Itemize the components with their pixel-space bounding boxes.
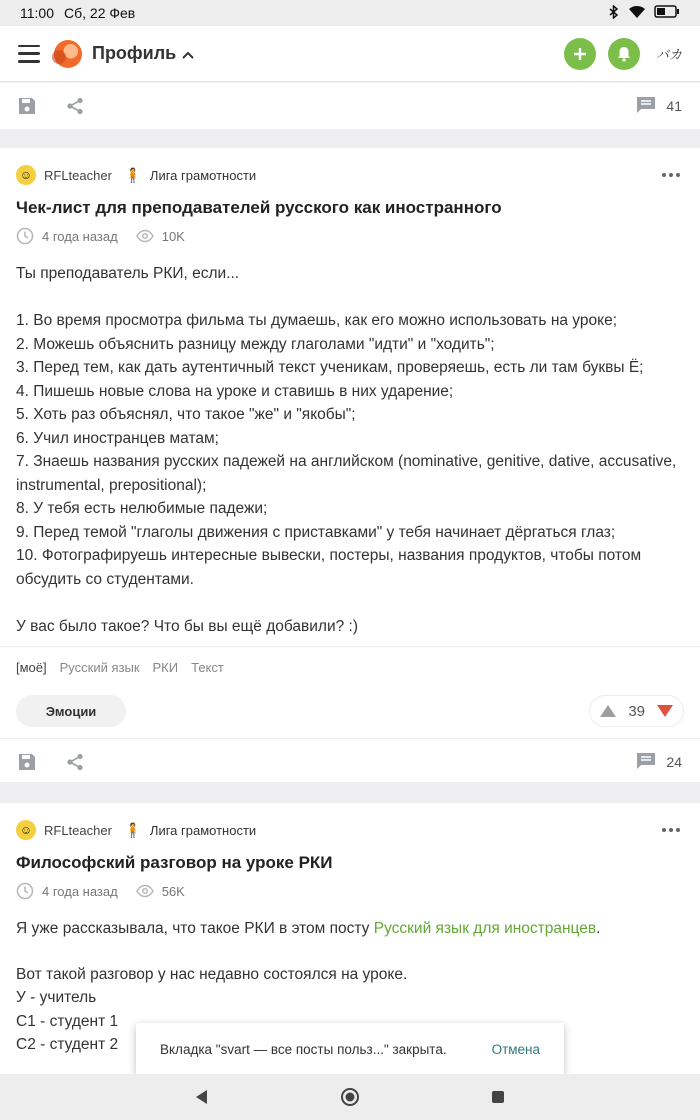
rating-control bbox=[589, 695, 684, 727]
tag[interactable]: Текст bbox=[191, 660, 224, 675]
back-icon[interactable] bbox=[194, 1089, 210, 1105]
plus-icon[interactable] bbox=[564, 38, 596, 70]
upvote-icon[interactable] bbox=[600, 705, 616, 717]
menu-icon[interactable] bbox=[18, 45, 40, 63]
post-body-intro: Я уже рассказывала, что такое РКИ в этом посту bbox=[16, 920, 374, 937]
tag[interactable]: РКИ bbox=[152, 660, 179, 675]
author-name[interactable]: RFLteacher bbox=[44, 822, 112, 838]
tag[interactable]: Русский язык bbox=[59, 660, 140, 675]
clock-icon bbox=[16, 882, 34, 900]
post-card bbox=[0, 148, 700, 782]
comments-count: 24 bbox=[666, 754, 682, 770]
author-avatar[interactable]: ☺ bbox=[16, 820, 36, 840]
post-body bbox=[0, 917, 700, 941]
post-views: 56K bbox=[161, 883, 185, 899]
status-date: Сб, 22 Фев bbox=[64, 5, 136, 21]
share-icon[interactable] bbox=[66, 97, 84, 115]
snackbar bbox=[136, 1023, 564, 1075]
post-body-rest: Вот такой разговор у нас недавно состоялся на уроке. У - учитель С1 - студент 1 С2 - студент 2 bbox=[16, 965, 408, 1053]
post-title[interactable]: Философский разговор на уроке РКИ bbox=[16, 853, 333, 872]
post-title[interactable]: Чек-лист для преподавателей русского как иностранного bbox=[16, 198, 502, 217]
rating-value: 39 bbox=[628, 702, 645, 720]
community-avatar[interactable]: 🧍 bbox=[124, 821, 142, 838]
author-name[interactable]: RFLteacher bbox=[44, 167, 112, 183]
downvote-icon[interactable] bbox=[657, 705, 673, 717]
eye-icon bbox=[136, 229, 154, 243]
profile-dropdown[interactable] bbox=[92, 43, 194, 64]
recents-icon[interactable] bbox=[490, 1089, 506, 1105]
status-time: 11:00 bbox=[20, 5, 54, 21]
save-icon[interactable] bbox=[18, 753, 36, 771]
comment-icon bbox=[636, 752, 656, 773]
username[interactable]: バカ bbox=[655, 47, 682, 62]
snackbar-message: Вкладка "svart — все посты польз..." закрыта. bbox=[160, 1041, 447, 1057]
more-options-icon[interactable] bbox=[658, 824, 684, 836]
save-icon[interactable] bbox=[18, 97, 36, 115]
page-title: Профиль bbox=[92, 43, 177, 63]
status-bar bbox=[0, 0, 700, 26]
undo-button[interactable]: Отмена bbox=[491, 1041, 540, 1057]
post-link[interactable]: Русский язык для иностранцев bbox=[373, 920, 597, 937]
bluetooth-icon bbox=[608, 5, 620, 22]
community-avatar[interactable]: 🧍 bbox=[124, 166, 142, 183]
post-body-punct: . bbox=[596, 920, 601, 937]
post-views: 10K bbox=[161, 228, 185, 244]
wifi-icon bbox=[628, 5, 646, 22]
share-icon[interactable] bbox=[66, 753, 84, 771]
community-name[interactable]: Лига грамотности bbox=[149, 822, 257, 838]
community-name[interactable]: Лига грамотности bbox=[149, 167, 257, 183]
more-options-icon[interactable] bbox=[658, 169, 684, 181]
comments-count: 41 bbox=[666, 98, 682, 114]
post-tags bbox=[0, 660, 700, 675]
comments-button[interactable] bbox=[636, 96, 682, 117]
post-body: Ты преподаватель РКИ, если... 1. Во время просмотра фильма ты думаешь, как его можно использовать на уроке; 2. Можешь объяснить разницу между глаголами "идти" и "ходить"; 3. Перед тем, как дать аутентичный текст ученикам, проверяешь, есть ли там буквы Ё; 4. Пишешь новые слова на уроке и ставишь в них ударение; 5. Хоть раз объяснял, что такое "же" и "якобы"; 6. Учил иностранцев матам; 7. Знаешь названия русских падежей на английском (nominative, genitive, dative, accusative, instrumental, prepositional); 8. У тебя есть нелюбимые падежи; 9. Перед темой "глаголы движения с приставками" у тебя начинает дёргаться глаз; 10. Фотографируешь интересные вывески, постеры, названия продуктов, чтобы потом обсудить со студентами. У вас было такое? Что бы вы ещё добавили? :) bbox=[16, 265, 677, 635]
tag[interactable]: [моё] bbox=[16, 660, 47, 675]
home-icon[interactable] bbox=[340, 1087, 360, 1107]
comment-icon bbox=[636, 96, 656, 117]
prev-post-actions bbox=[0, 83, 700, 129]
chevron-up-icon bbox=[182, 43, 194, 64]
clock-icon bbox=[16, 227, 34, 245]
bell-icon[interactable] bbox=[608, 38, 640, 70]
post-time: 4 года назад bbox=[42, 883, 118, 899]
logo[interactable] bbox=[54, 40, 82, 68]
app-bar bbox=[0, 26, 700, 82]
post-time: 4 года назад bbox=[42, 228, 118, 244]
battery-icon bbox=[654, 5, 680, 21]
system-nav-bar bbox=[0, 1074, 700, 1120]
comments-button[interactable] bbox=[636, 752, 682, 773]
author-avatar[interactable]: ☺ bbox=[16, 165, 36, 185]
eye-icon bbox=[136, 884, 154, 898]
emotions-button[interactable]: Эмоции bbox=[16, 695, 126, 727]
